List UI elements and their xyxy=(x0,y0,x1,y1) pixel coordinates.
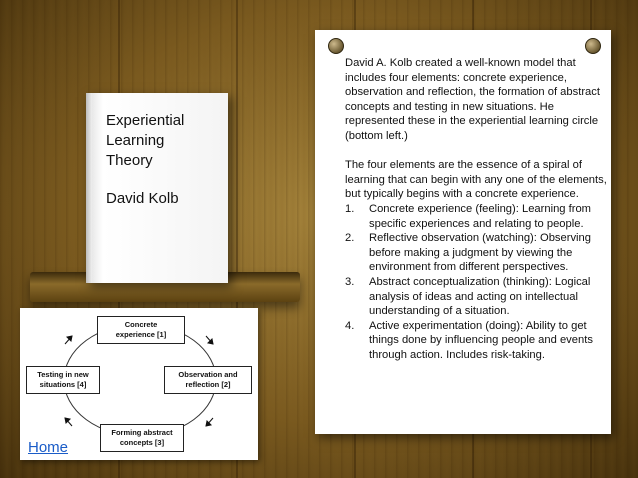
list-item-text: Concrete experience (feeling): Learning from specific experiences and relating to people. xyxy=(369,202,592,230)
book-cover xyxy=(86,93,228,283)
node-label-line: situations [4] xyxy=(39,380,87,389)
note-text xyxy=(345,56,607,362)
list-item-number: 1. xyxy=(345,202,355,215)
book-author: David Kolb xyxy=(106,190,179,207)
list-item-text: Active experimentation (doing): Ability to get things done by influencing people and events through action. Includes risk-taking. xyxy=(369,319,593,361)
pushpin-icon xyxy=(328,38,344,54)
node-label-line: Forming abstract xyxy=(111,428,173,437)
list-item xyxy=(345,319,607,363)
list-item-text: Abstract conceptualization (thinking): Logical analysis of ideas and acting on intellectual understanding of a situation. xyxy=(369,275,591,318)
node-label-line: Observation and xyxy=(178,370,238,379)
node-concrete-experience xyxy=(97,316,185,344)
note-paragraph: The four elements are the essence of a spiral of learning that can begin with any one of the elements, but typically begins with a concrete experience. xyxy=(345,159,607,201)
note-paragraph: David A. Kolb created a well-known model that includes four elements: concrete experience, observation and reflection, the formation of abstract concepts and testing in new situations. He represented these in the experiential learning circle (bottom left.) xyxy=(345,57,600,142)
book-title-line: Experiential xyxy=(106,112,185,129)
note-card xyxy=(315,30,611,434)
node-label-line: concepts [3] xyxy=(119,438,165,447)
list-item xyxy=(345,202,607,231)
list-item-text: Reflective observation (watching): Observing before making a judgment by viewing the environment from different perspectives. xyxy=(369,232,591,274)
list-item xyxy=(345,231,607,275)
list-item-number: 3. xyxy=(345,275,355,288)
list-item-number: 4. xyxy=(345,319,355,332)
node-label-line: Testing in new xyxy=(37,370,89,379)
book-cover-text xyxy=(106,111,184,209)
book-spine xyxy=(86,93,92,283)
pushpin-icon xyxy=(585,38,601,54)
node-label-line: experience [1] xyxy=(115,330,167,339)
kolb-stages-list xyxy=(345,202,607,363)
node-label-line: Concrete xyxy=(124,320,158,329)
list-item-number: 2. xyxy=(345,232,355,245)
node-label-line: reflection [2] xyxy=(185,380,231,389)
node-abstract-concepts xyxy=(100,424,184,452)
node-observation-reflection xyxy=(164,366,252,394)
kolb-cycle-diagram xyxy=(20,308,258,460)
book-title-line: Theory xyxy=(106,152,153,169)
home-link[interactable]: Home xyxy=(28,439,69,456)
node-testing-situations xyxy=(26,366,100,394)
list-item xyxy=(345,275,607,319)
book-title-line: Learning xyxy=(106,132,165,149)
